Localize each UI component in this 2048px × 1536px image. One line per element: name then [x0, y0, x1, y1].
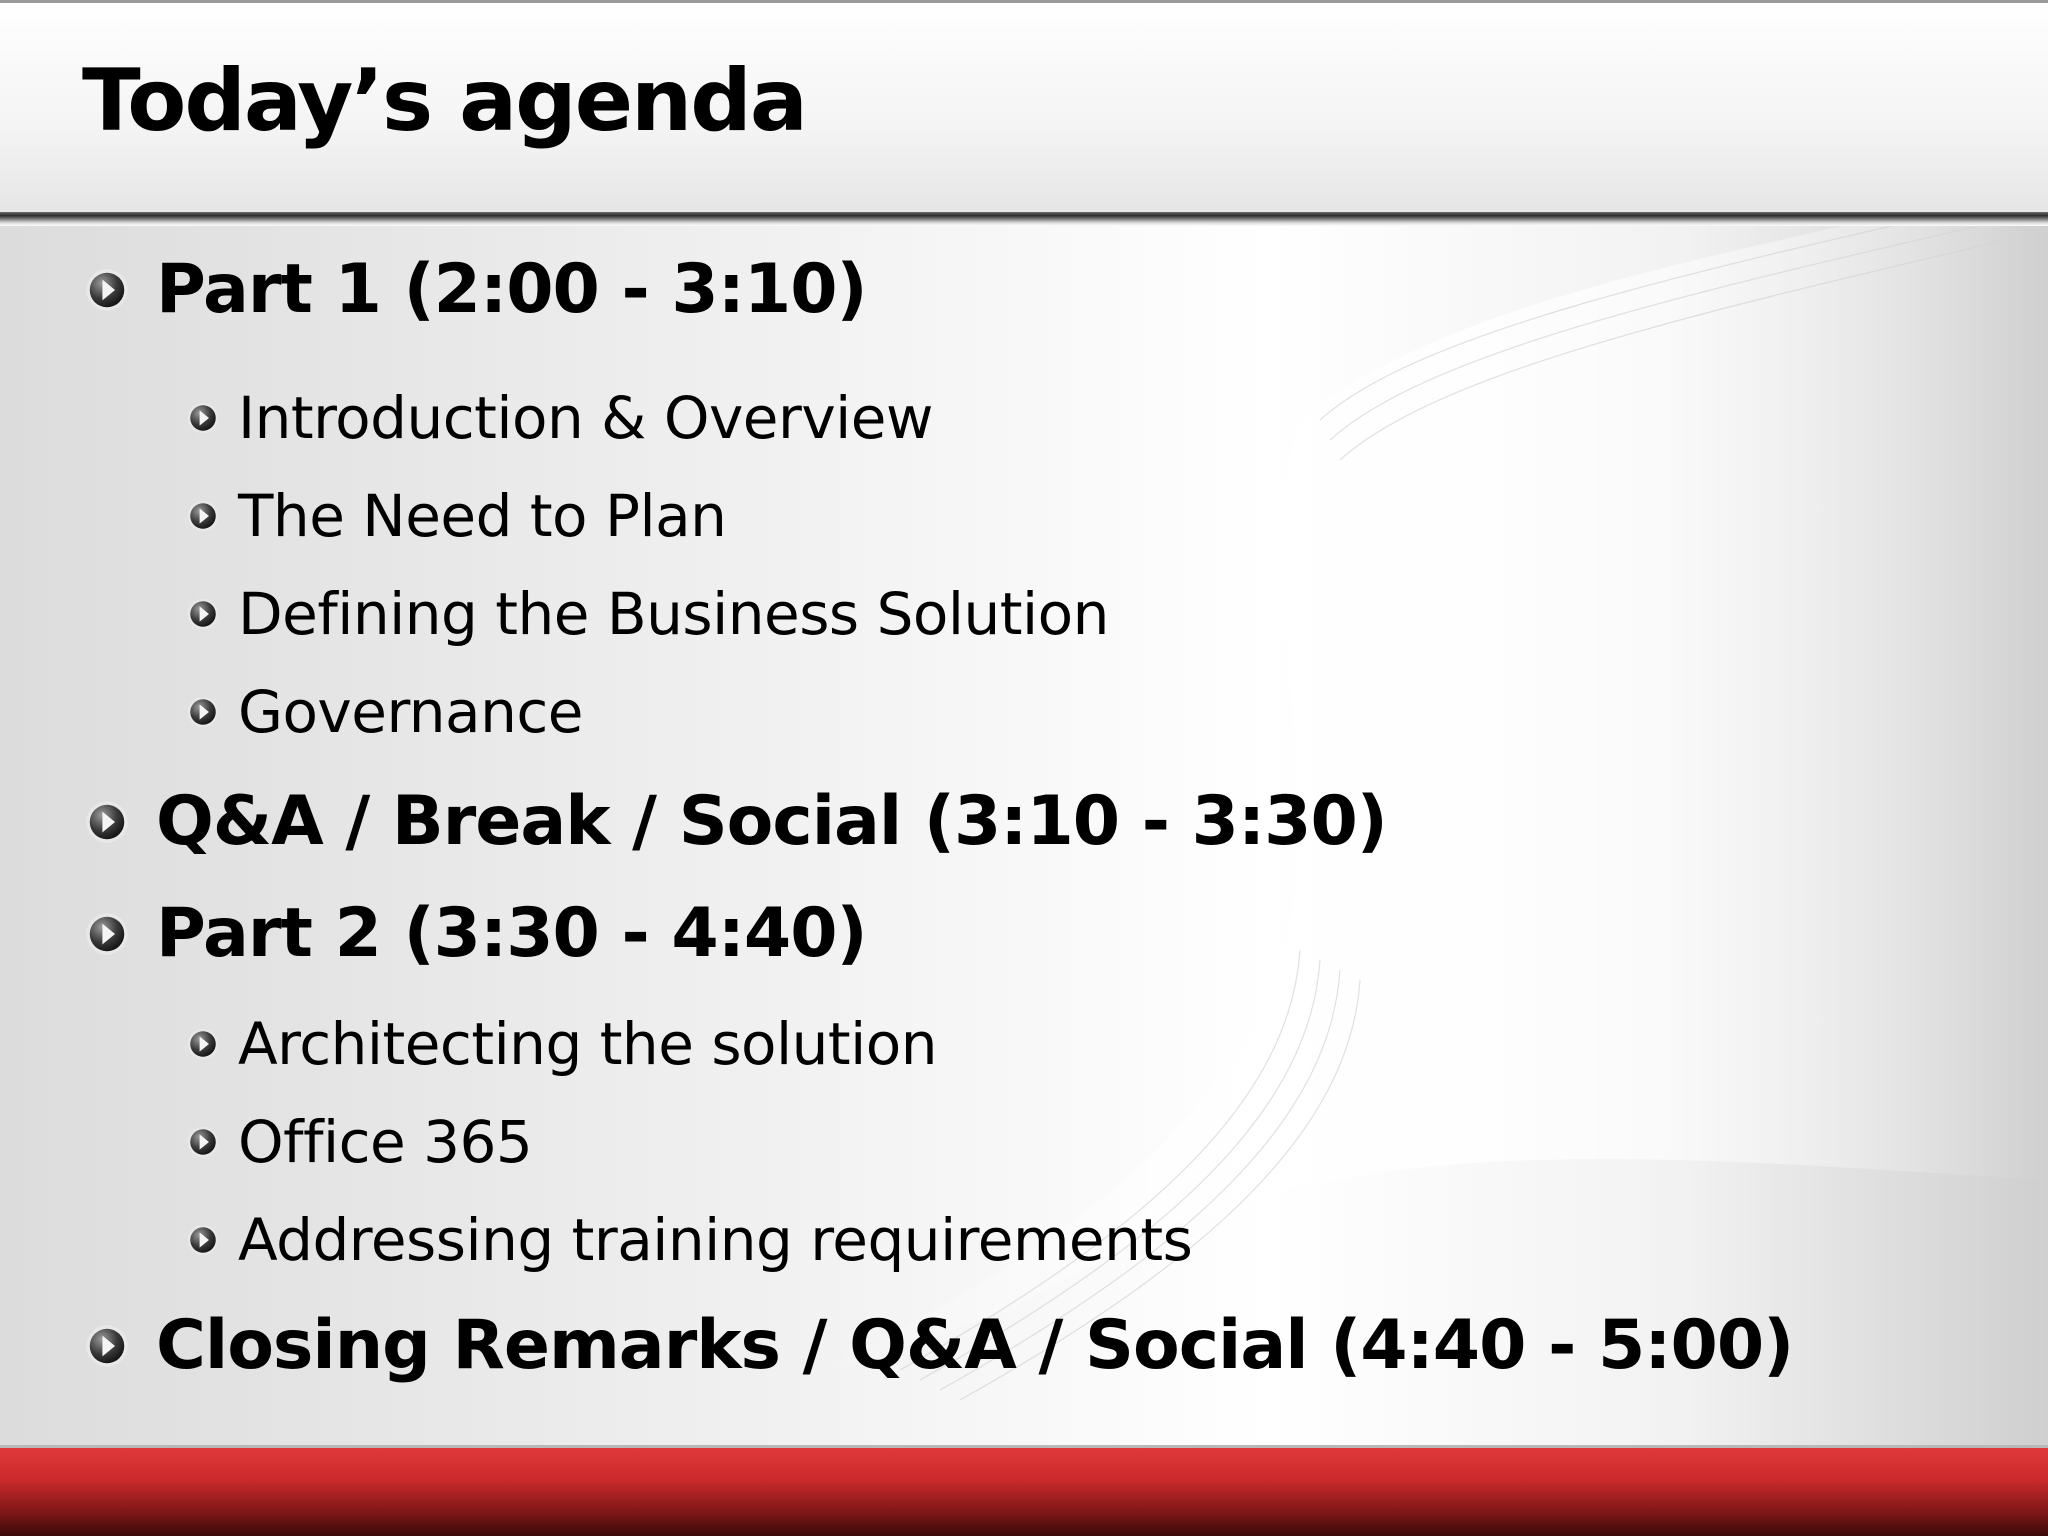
agenda-item-text: Architecting the solution	[238, 1010, 937, 1078]
agenda-section	[84, 782, 1387, 861]
arrow-bullet-icon	[186, 401, 220, 435]
agenda-subitem	[186, 1108, 532, 1176]
arrow-bullet-icon	[84, 1323, 130, 1369]
arrow-bullet-icon	[186, 499, 220, 533]
arrow-bullet-icon	[84, 799, 130, 845]
arrow-bullet-icon	[186, 1223, 220, 1257]
arrow-bullet-icon	[186, 695, 220, 729]
agenda-item-text: Addressing training requirements	[238, 1206, 1193, 1274]
agenda-item-text: Office 365	[238, 1108, 533, 1176]
agenda-item-text: Q&A / Break / Social (3:10 - 3:30)	[156, 782, 1387, 861]
agenda-subitem	[186, 384, 933, 452]
agenda-item-text: Part 1 (2:00 - 3:10)	[156, 250, 867, 329]
agenda-subitem	[186, 580, 1109, 648]
agenda-item-text: Closing Remarks / Q&A / Social (4:40 - 5:00)	[156, 1306, 1794, 1385]
arrow-bullet-icon	[186, 597, 220, 631]
bottom-accent-bar	[0, 1448, 2048, 1536]
agenda-subitem	[186, 482, 726, 550]
slide-title: Today’s agenda	[82, 51, 806, 151]
arrow-bullet-icon	[186, 1125, 220, 1159]
agenda-section	[84, 250, 867, 329]
agenda-item-text: Part 2 (3:30 - 4:40)	[156, 894, 867, 973]
agenda-item-text: Introduction & Overview	[238, 384, 933, 452]
arrow-bullet-icon	[186, 1027, 220, 1061]
arrow-bullet-icon	[84, 911, 130, 957]
agenda-subitem	[186, 1206, 1192, 1274]
agenda-item-text: The Need to Plan	[238, 482, 727, 550]
agenda-item-text: Defining the Business Solution	[238, 580, 1109, 648]
agenda-section	[84, 1306, 1793, 1385]
agenda-item-text: Governance	[238, 678, 583, 746]
agenda-subitem	[186, 678, 583, 746]
agenda-section	[84, 894, 867, 973]
agenda-subitem	[186, 1010, 937, 1078]
arrow-bullet-icon	[84, 267, 130, 313]
